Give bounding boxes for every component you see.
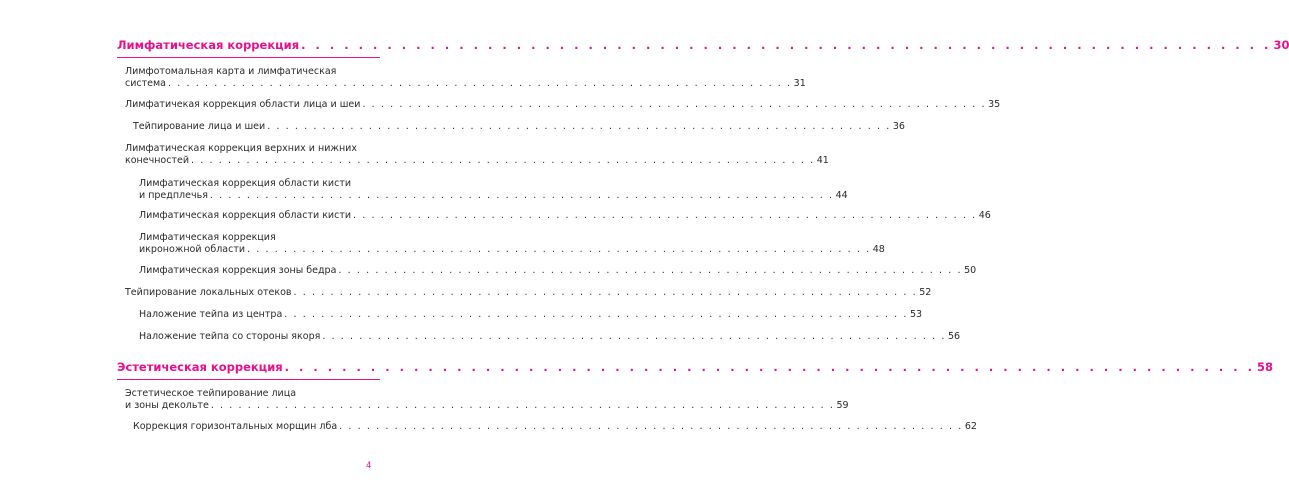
toc-item-page: 31 <box>793 78 806 89</box>
dot-leader: . . . . . . . . . . . . . . . . . . . . . . . . . . . . . . . . . . . . . . . . . . . . . . . . . . . . . . . . . . . . . . . . . . . . <box>209 190 834 201</box>
toc-item-title: Лимфатическая коррекция области кисти <box>139 210 352 221</box>
toc-item-title-line: Лимфатическая коррекция <box>139 232 276 243</box>
toc-section[interactable] <box>117 38 1289 52</box>
toc-section-title: Эстетическая коррекция <box>117 360 283 374</box>
dot-leader: . . . . . . . . . . . . . . . . . . . . . . . . . . . . . . . . . . . . . . . . . . . . . . . . . . . . . . . . . . . . . . . . . . . . <box>301 38 1272 52</box>
dot-leader: . . . . . . . . . . . . . . . . . . . . . . . . . . . . . . . . . . . . . . . . . . . . . . . . . . . . . . . . . . . . . . . . . . . . <box>293 287 918 298</box>
toc-section-title: Лимфатическая коррекция <box>117 38 300 52</box>
toc-item-page: 35 <box>988 99 1001 110</box>
toc-item[interactable] <box>139 309 923 321</box>
toc-item-page: 50 <box>964 265 977 276</box>
toc-item[interactable] <box>139 232 885 256</box>
toc-item[interactable] <box>125 388 849 412</box>
section-divider <box>117 379 380 380</box>
toc-item-title: Наложение тейпа со стороны якоря <box>139 331 321 342</box>
section-divider <box>117 57 380 58</box>
toc-item-page: 44 <box>835 190 848 201</box>
toc-section[interactable] <box>117 360 1273 374</box>
dot-leader: . . . . . . . . . . . . . . . . . . . . . . . . . . . . . . . . . . . . . . . . . . . . . . . . . . . . . . . . . . . . . . . . . . . . <box>338 265 963 276</box>
toc-item[interactable] <box>125 99 1001 111</box>
dot-leader: . . . . . . . . . . . . . . . . . . . . . . . . . . . . . . . . . . . . . . . . . . . . . . . . . . . . . . . . . . . . . . . . . . . . <box>168 78 792 89</box>
toc-item-page: 41 <box>816 155 829 166</box>
toc-item-page: 48 <box>872 244 885 255</box>
toc-item[interactable] <box>125 143 829 167</box>
dot-leader: . . . . . . . . . . . . . . . . . . . . . . . . . . . . . . . . . . . . . . . . . . . . . . . . . . . . . . . . . . . . . . . . . . . . <box>191 155 815 166</box>
dot-leader: . . . . . . . . . . . . . . . . . . . . . . . . . . . . . . . . . . . . . . . . . . . . . . . . . . . . . . . . . . . . . . . . . . . . <box>267 121 891 132</box>
toc-item-title: икроножной области <box>139 244 246 255</box>
toc-item-page: 36 <box>892 121 905 132</box>
dot-leader: . . . . . . . . . . . . . . . . . . . . . . . . . . . . . . . . . . . . . . . . . . . . . . . . . . . . . . . . . . . . . . . . . . . . <box>210 400 835 411</box>
dot-leader: . . . . . . . . . . . . . . . . . . . . . . . . . . . . . . . . . . . . . . . . . . . . . . . . . . . . . . . . . . . . . . . . . . . . <box>284 360 1255 374</box>
toc-item-title-line: Лимфотомальная карта и лимфатическая <box>125 66 337 77</box>
toc-item-title: Наложение тейпа из центра <box>139 309 283 320</box>
toc-item-title: Лимфатичекая коррекция области лица и шеи <box>125 99 361 110</box>
toc-item-title: Тейпирование локальных отеков <box>125 287 292 298</box>
toc-item-page: 46 <box>978 210 991 221</box>
toc-item[interactable] <box>139 178 848 202</box>
toc-section-page: 30 <box>1273 38 1289 52</box>
dot-leader: . . . . . . . . . . . . . . . . . . . . . . . . . . . . . . . . . . . . . . . . . . . . . . . . . . . . . . . . . . . . . . . . . . . . <box>362 99 987 110</box>
toc-item[interactable] <box>133 121 905 133</box>
toc-item[interactable] <box>125 287 932 299</box>
toc-section-page: 58 <box>1256 360 1273 374</box>
dot-leader: . . . . . . . . . . . . . . . . . . . . . . . . . . . . . . . . . . . . . . . . . . . . . . . . . . . . . . . . . . . . . . . . . . . . <box>284 309 908 320</box>
toc-item-title-line: Эстетическое тейпирование лица <box>125 388 297 399</box>
dot-leader: . . . . . . . . . . . . . . . . . . . . . . . . . . . . . . . . . . . . . . . . . . . . . . . . . . . . . . . . . . . . . . . . . . . . <box>339 421 963 432</box>
toc-item-title: Коррекция горизонтальных морщин лба <box>133 421 338 432</box>
toc-item[interactable] <box>139 210 991 222</box>
toc-item-title: система <box>125 78 166 89</box>
page-number: 4 <box>366 461 372 471</box>
dot-leader: . . . . . . . . . . . . . . . . . . . . . . . . . . . . . . . . . . . . . . . . . . . . . . . . . . . . . . . . . . . . . . . . . . . . <box>322 331 946 342</box>
toc-item[interactable] <box>139 331 961 343</box>
toc-item-page: 53 <box>909 309 923 320</box>
toc-item-page: 52 <box>919 287 932 298</box>
toc-item-title: и зоны декольте <box>125 400 209 411</box>
dot-leader: . . . . . . . . . . . . . . . . . . . . . . . . . . . . . . . . . . . . . . . . . . . . . . . . . . . . . . . . . . . . . . . . . . . . <box>247 244 871 255</box>
toc-item-page: 62 <box>964 421 977 432</box>
toc-item-title: Тейпирование лица и шеи <box>133 121 266 132</box>
toc-item-title-line: Лимфатическая коррекция области кисти <box>139 178 352 189</box>
toc-item-page: 59 <box>836 400 849 411</box>
toc-item[interactable] <box>125 66 806 90</box>
toc-item-title: Лимфатическая коррекция зоны бедра <box>139 265 337 276</box>
toc-item[interactable] <box>133 421 977 433</box>
toc-item-title: и предплечья <box>139 190 208 201</box>
toc-item[interactable] <box>139 265 977 277</box>
dot-leader: . . . . . . . . . . . . . . . . . . . . . . . . . . . . . . . . . . . . . . . . . . . . . . . . . . . . . . . . . . . . . . . . . . . . <box>353 210 977 221</box>
toc-item-page: 56 <box>948 331 961 342</box>
toc-item-title-line: Лимфатическая коррекция верхних и нижних <box>125 143 357 154</box>
toc-item-title: конечностей <box>125 155 190 166</box>
